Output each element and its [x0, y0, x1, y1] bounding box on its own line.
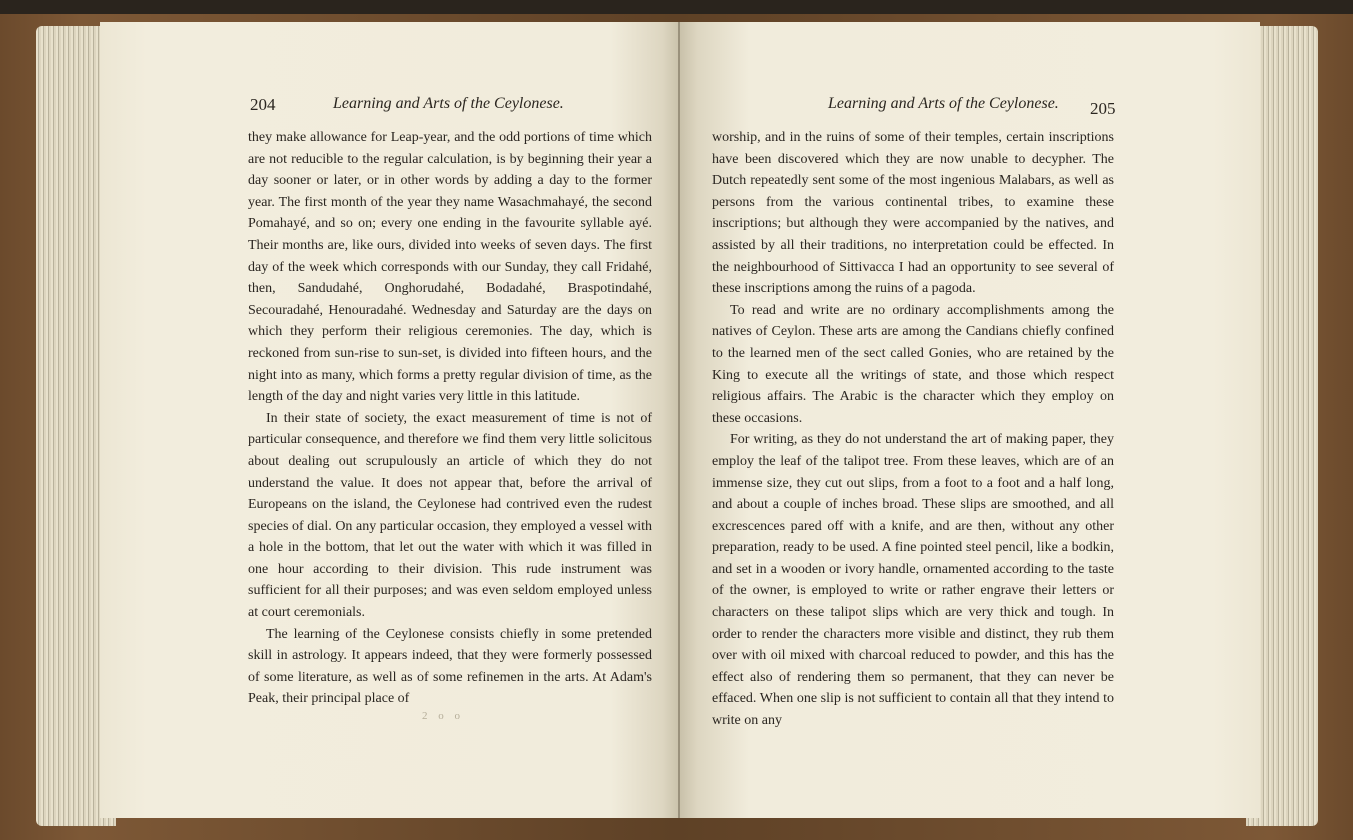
running-title: Learning and Arts of the Ceylonese. [828, 95, 1059, 112]
paragraph: In their state of society, the exact measurement of time is not of particular consequence, and therefore we find them very little solicitous about dealing out scrupulously an article of which they do not understand the value. It does not appear that, before the arrival of Europeans on the island, the Ceylonese had contrived even the rudest species of dial. On any particular occasion, they employed a vessel with a hole in the bottom, that let out the water with which it was filled in one hour according to their division. This rude instrument was sufficient for all their purposes; and was even seldom employed unless at court ceremonials. [248, 410, 652, 621]
left-page [100, 22, 680, 818]
page-number: 204 [250, 95, 276, 114]
catchword: 2 o o [422, 710, 464, 722]
page-number: 205 [1090, 99, 1116, 118]
paragraph: they make allowance for Leap-year, and the odd portions of time which are not reducible to the regular calculation, is by beginning their year a day sooner or later, or in other words by adding a day to the former year. The first month of the year they name Wasachmahayé, the second Pomahayé, and so on; every one ending in the favourite syllable ayé. Their months are, like ours, divided into weeks of seven days. The first day of the week which corresponds with our Sunday, they call Fridahé, then, Sandudahé, Onghorudahé, Bodadahé, Braspotindahé, Secouradahé, Henouradahé. Wednesday and Saturday are the days on which they perform their religious ceremonies. The day, which is reckoned from sun-rise to sun-set, is divided into fifteen hours, and the night into as many, which forms a pretty regular division of time, as the length of the day and night varies very little in this latitude. [248, 130, 652, 405]
left-page-text [248, 127, 652, 710]
right-page-text [712, 127, 1114, 732]
left-page-header [100, 95, 680, 121]
paragraph: For writing, as they do not understand the art of making paper, they employ the leaf of the talipot tree. From these leaves, which are of an immense size, they cut out slips, from a foot to a foot and a half long, and about a couple of inches broad. These slips are smoothed, and all excrescences pared off with a knife, and are then, without any other preparation, ready to be used. A fine pointed steel pencil, like a bodkin, and set in a wooden or ivory handle, ornamented according to the taste of the owner, is employed to write or rather engrave their letters or characters on these talipot slips which are very thick and tough. In order to render the characters more visible and distinct, they rub them over with oil mixed with charcoal reduced to powder, and this has the effect also of rendering them so permanent, that they can never be effaced. When one slip is not sufficient to contain all that they intend to write on any [712, 432, 1114, 729]
paragraph: worship, and in the ruins of some of their temples, certain inscriptions have been discovered which they are now unable to decypher. The Dutch repeatedly sent some of the most ingenious Malabars, as well as persons from the various continental tribes, to examine these inscriptions; but although they were accompanied by the natives, and assisted by all their traditions, no interpretation could be effected. In the neighbourhood of Sittivacca I had an opportunity to see several of these inscriptions among the ruins of a pagoda. [712, 130, 1114, 297]
paragraph: The learning of the Ceylonese consists chiefly in some pretended skill in astrology. It appears indeed, that they were formerly possessed of some literature, as well as of some refinemen in the arts. At Adam's Peak, their principal place of [248, 626, 652, 707]
running-title: Learning and Arts of the Ceylonese. [333, 95, 564, 112]
right-page [680, 22, 1260, 818]
paragraph: To read and write are no ordinary accomplishments among the natives of Ceylon. These arts are among the Candians chiefly confined to the learned men of the sect called Gonies, who are retained by the King to execute all the writings of state, and those which respect religious affairs. The Arabic is the character which they employ on these occasions. [712, 302, 1114, 426]
right-page-header [680, 95, 1260, 121]
